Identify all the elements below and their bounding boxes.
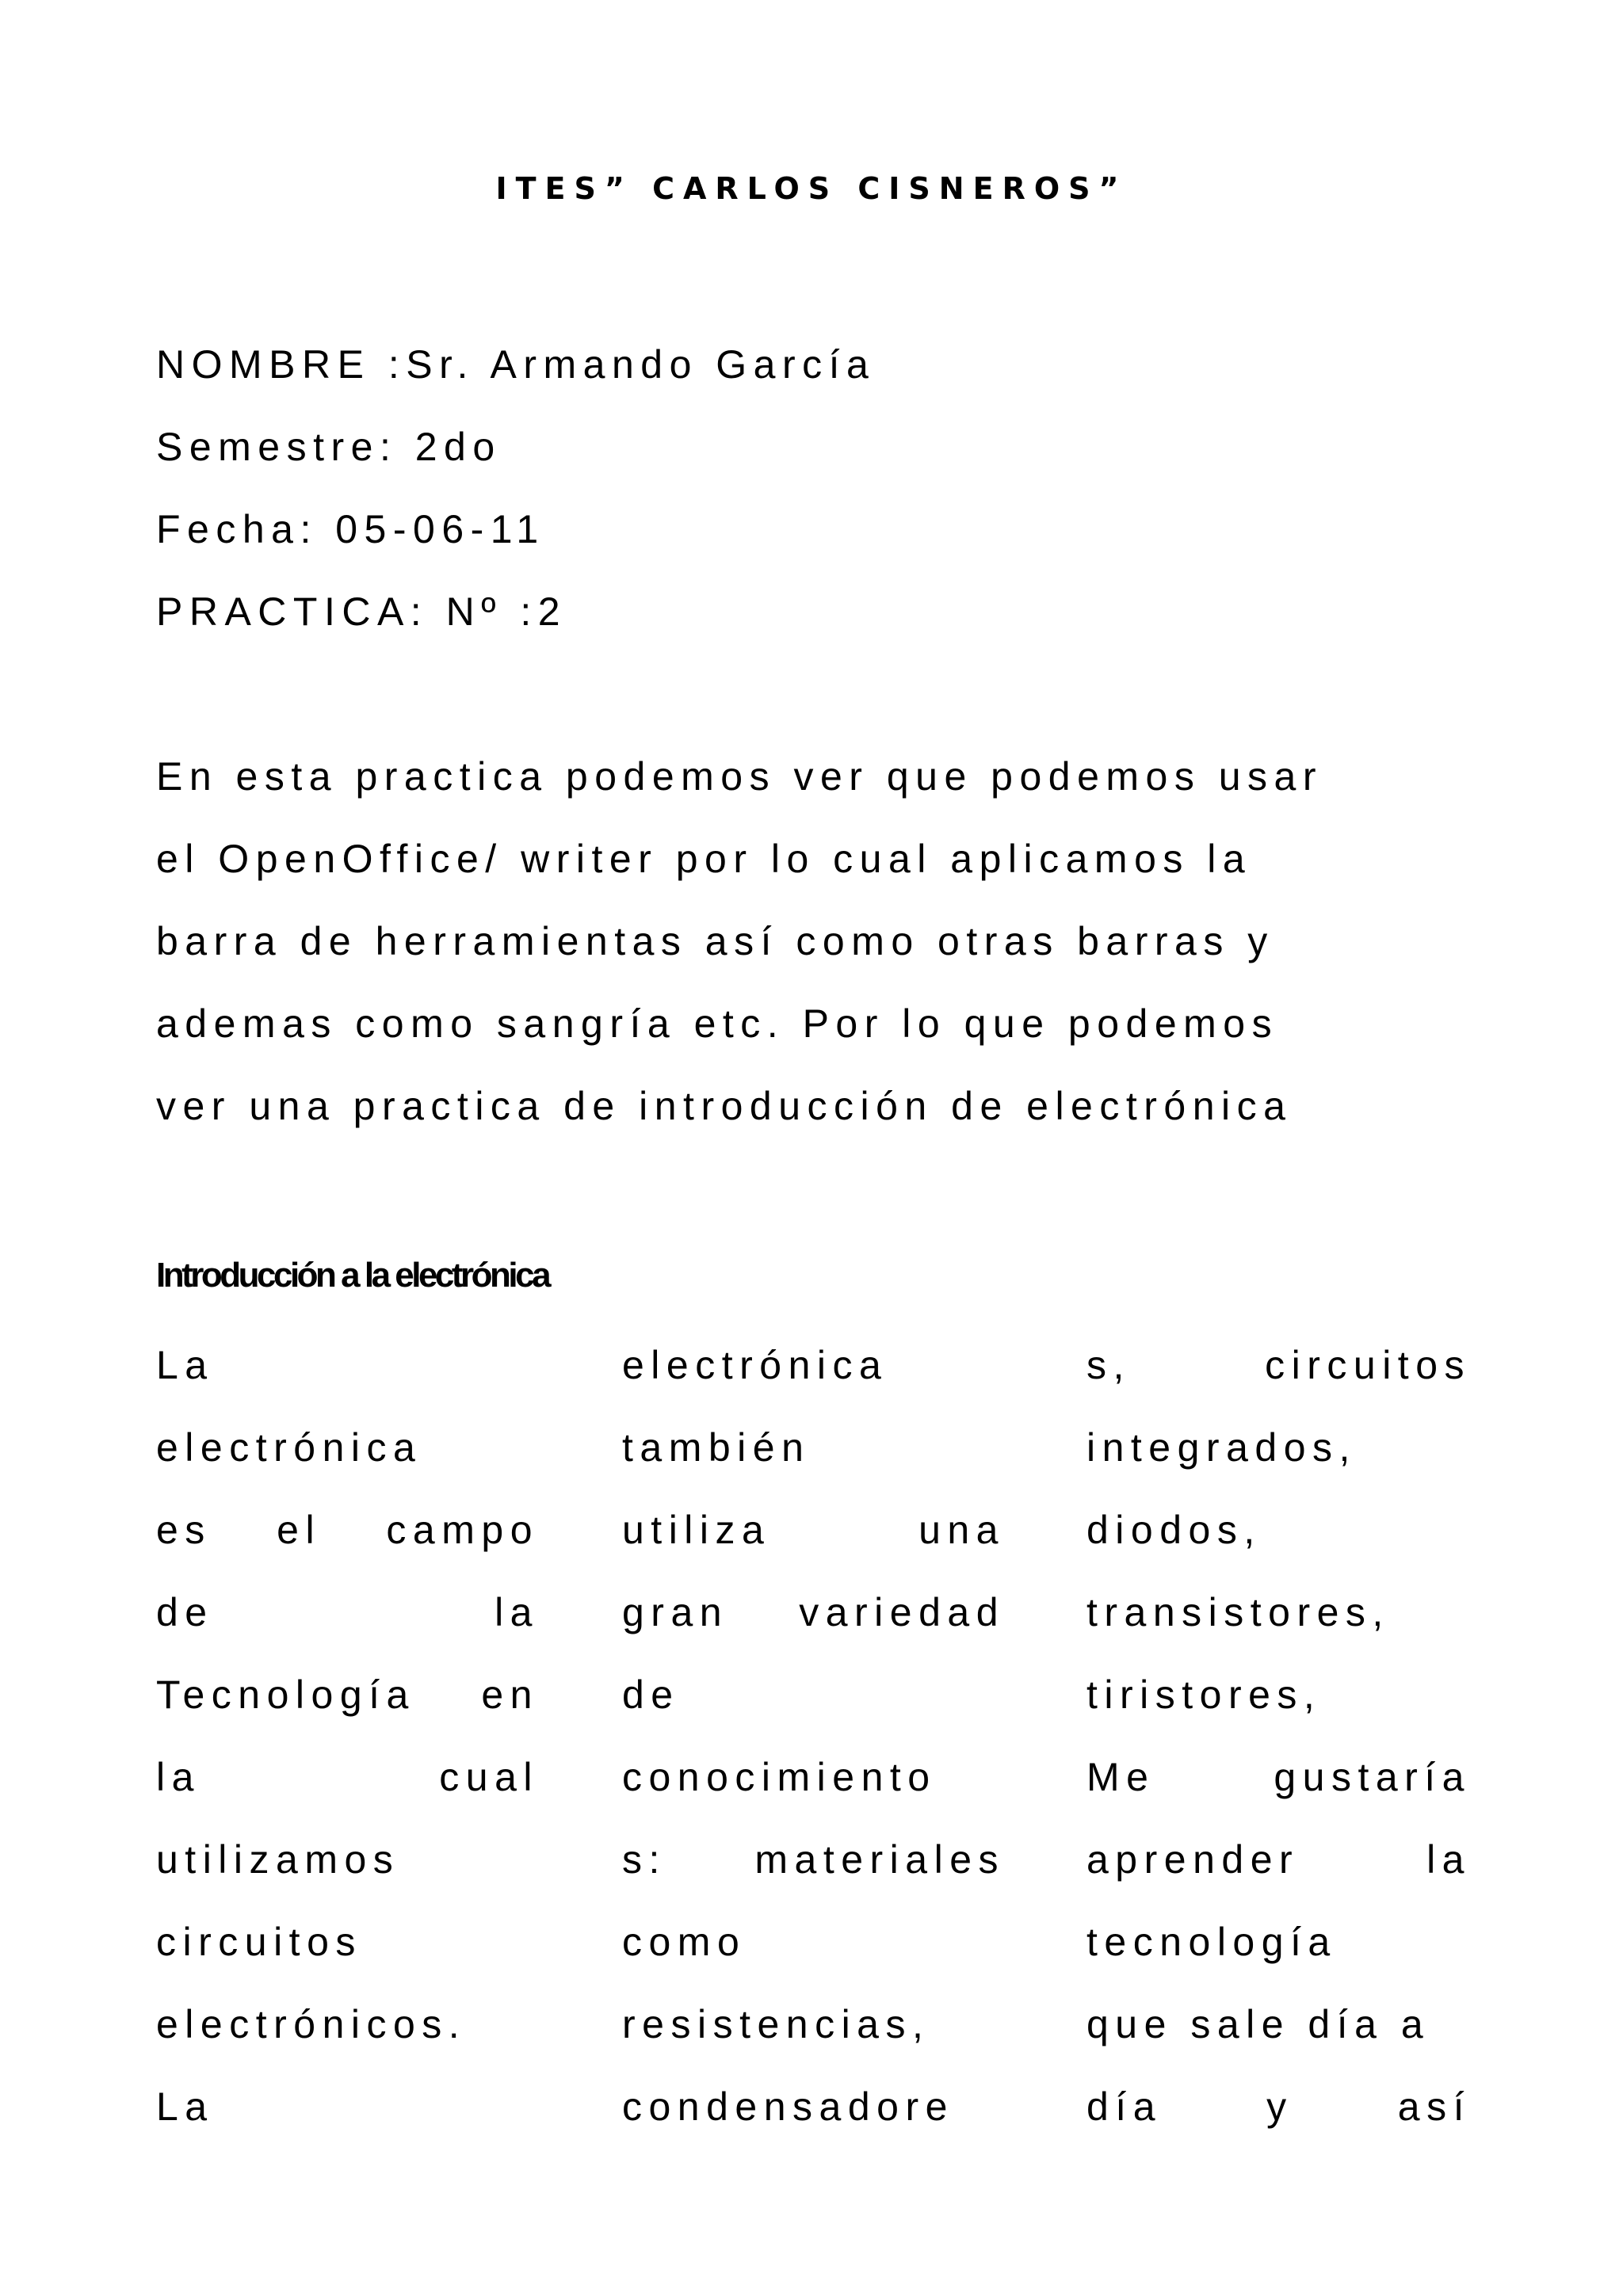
- column-word: la: [495, 1590, 539, 1634]
- column-word: como: [622, 1920, 747, 1964]
- column-line: [156, 1751, 539, 1803]
- column-word: Tecnología: [156, 1672, 415, 1717]
- column-line: [622, 1586, 1005, 1638]
- column-line: [622, 1751, 937, 1803]
- column-line: [156, 1339, 214, 1391]
- column-line: [622, 1421, 810, 1474]
- column-word: circuitos: [1265, 1343, 1471, 1387]
- column-line: [1086, 1421, 1357, 1474]
- column-line: [1086, 1998, 1430, 2050]
- column-line: [1086, 1586, 1390, 1638]
- column-word: cual: [439, 1755, 539, 1799]
- column-word: s,: [1086, 1343, 1131, 1387]
- column-word: La: [156, 1343, 214, 1387]
- column-word: el: [277, 1508, 322, 1552]
- column-line: [622, 1998, 930, 2050]
- column-word: la: [156, 1755, 200, 1799]
- column-line: [622, 1504, 1005, 1556]
- column-word: Me: [1086, 1755, 1155, 1799]
- intro-line: el OpenOffice/ writer por lo cual aplicamos la: [156, 837, 1252, 881]
- intro-line: barra de herramientas así como otras barras y: [156, 919, 1274, 963]
- column-word: electrónica: [622, 1343, 888, 1387]
- semestre-line: Semestre: 2do: [156, 425, 502, 469]
- document-title: ITES” CARLOS CISNEROS”: [495, 171, 1128, 206]
- column-word: integrados,: [1086, 1425, 1357, 1470]
- column-word: variedad: [799, 1590, 1005, 1634]
- column-line: [622, 1916, 746, 1968]
- practica-line: PRACTICA: Nº :2: [156, 589, 567, 634]
- column-word: electrónica: [156, 1425, 422, 1470]
- intro-line: En esta practica podemos ver que podemos usar: [156, 754, 1323, 799]
- column-line: [1086, 1916, 1337, 1968]
- column-word: materiales: [754, 1837, 1005, 1882]
- column-word: tiristores,: [1086, 1672, 1322, 1717]
- column-line: [622, 1669, 680, 1721]
- column-word: es: [156, 1508, 212, 1552]
- column-word: también: [622, 1425, 811, 1470]
- column-line: [1086, 1751, 1471, 1803]
- column-word: electrónicos.: [156, 2002, 467, 2046]
- column-word: transistores,: [1086, 1590, 1390, 1634]
- column-word: gran: [622, 1590, 729, 1634]
- column-word: la: [1426, 1837, 1471, 1882]
- column-line: [156, 1421, 422, 1474]
- column-line: [1086, 2081, 1471, 2133]
- column-line: [622, 1833, 1005, 1886]
- column-line: [156, 1998, 466, 2050]
- intro-line: ver una practica de introducción de electrónica: [156, 1084, 1293, 1128]
- column-word: aprender: [1086, 1837, 1300, 1882]
- column-word: conocimiento: [622, 1755, 937, 1799]
- column-word: en: [481, 1672, 539, 1717]
- fecha-line: Fecha: 05-06-11: [156, 507, 545, 551]
- column-line: [622, 2081, 954, 2133]
- column-line: [156, 2081, 214, 2133]
- column-word: La: [156, 2084, 214, 2129]
- column-word: circuitos: [156, 1920, 362, 1964]
- column-word: campo: [386, 1508, 539, 1552]
- nombre-line: NOMBRE :Sr. Armando García: [156, 342, 876, 387]
- column-line: [156, 1504, 539, 1556]
- column-word: condensadore: [622, 2084, 954, 2129]
- column-word: una: [918, 1508, 1005, 1552]
- column-line: [156, 1833, 399, 1886]
- column-word: utiliza: [622, 1508, 771, 1552]
- column-word: de: [622, 1672, 680, 1717]
- column-line: [1086, 1669, 1321, 1721]
- column-word: s:: [622, 1837, 666, 1882]
- column-word: que sale día a: [1086, 2002, 1430, 2046]
- section-heading: Introducción a la electrónica: [156, 1256, 549, 1295]
- column-line: [1086, 1833, 1471, 1886]
- column-word: de: [156, 1590, 214, 1634]
- column-word: gustaría: [1274, 1755, 1471, 1799]
- column-line: [156, 1916, 362, 1968]
- column-line: [156, 1669, 539, 1721]
- column-line: [156, 1586, 539, 1638]
- column-word: utilizamos: [156, 1837, 400, 1882]
- column-line: [1086, 1339, 1471, 1391]
- column-word: día: [1086, 2084, 1163, 2129]
- intro-line: ademas como sangría etc. Por lo que podemos: [156, 1001, 1279, 1046]
- column-word: y: [1266, 2084, 1293, 2129]
- column-line: [1086, 1504, 1262, 1556]
- column-word: diodos,: [1086, 1508, 1262, 1552]
- column-word: resistencias,: [622, 2002, 930, 2046]
- column-word: así: [1397, 2084, 1471, 2129]
- column-word: tecnología: [1086, 1920, 1337, 1964]
- column-line: [622, 1339, 888, 1391]
